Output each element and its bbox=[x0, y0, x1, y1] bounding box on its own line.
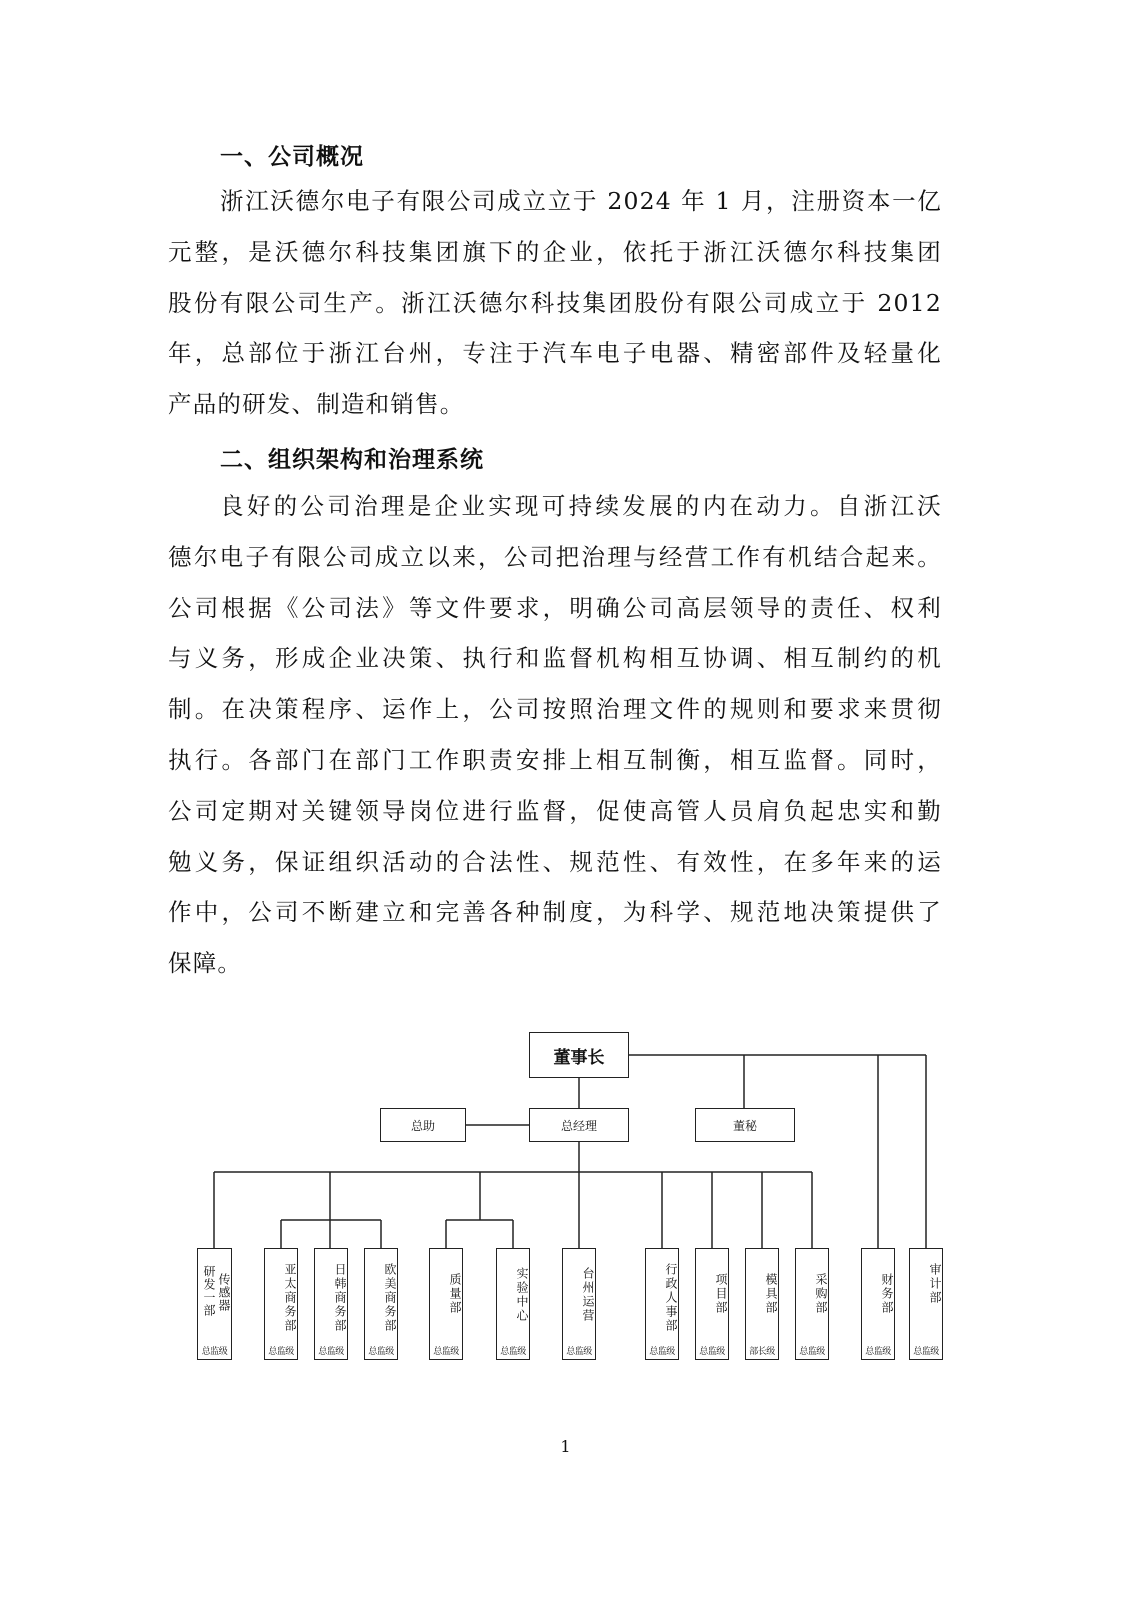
dept-name: 项目部 bbox=[714, 1273, 728, 1315]
dept-name: 采购部 bbox=[814, 1273, 828, 1315]
dept-box-purchasing bbox=[795, 1248, 829, 1360]
dept-box-finance bbox=[861, 1248, 895, 1360]
paragraph-line: 作中，公司不断建立和完善各种制度，为科学、规范地决策提供了 bbox=[168, 898, 942, 927]
paragraph-line: 股份有限公司生产。浙江沃德尔科技集团股份有限公司成立于 2012 bbox=[168, 288, 942, 317]
section-2-heading: 二、组织架构和治理系统 bbox=[220, 447, 484, 473]
paragraph-line: 产品的研发、制造和销售。 bbox=[168, 390, 465, 419]
dept-name: 日韩商务部 bbox=[333, 1263, 347, 1333]
paragraph-line: 德尔电子有限公司成立以来，公司把治理与经营工作有机结合起来。 bbox=[168, 542, 942, 571]
dept-level: 总监级 bbox=[913, 1347, 939, 1357]
dept-level: 总监级 bbox=[865, 1347, 891, 1357]
paragraph-line: 制。在决策程序、运作上，公司按照治理文件的规则和要求来贯彻 bbox=[168, 695, 942, 724]
general-manager-label: 总经理 bbox=[560, 1118, 597, 1133]
dept-box-europe-america bbox=[364, 1248, 398, 1360]
paragraph-line: 与义务，形成企业决策、执行和监督机构相互协调、相互制约的机 bbox=[168, 644, 942, 673]
general-assistant-label: 总助 bbox=[410, 1118, 435, 1133]
paragraph-line: 保障。 bbox=[168, 949, 243, 978]
dept-level: 总监级 bbox=[500, 1347, 526, 1357]
general-manager-box bbox=[529, 1108, 629, 1142]
paragraph-line: 良好的公司治理是企业实现可持续发展的内在动力。自浙江沃 bbox=[220, 492, 942, 520]
dept-box-japan-korea bbox=[314, 1248, 348, 1360]
dept-box-taizhou-ops bbox=[562, 1248, 596, 1360]
dept-name: 实验中心 bbox=[515, 1267, 529, 1323]
dept-name: 行政人事部 bbox=[664, 1263, 678, 1333]
section-1-paragraph bbox=[168, 176, 942, 430]
board-secretary-label: 董秘 bbox=[732, 1118, 757, 1133]
dept-level: 总监级 bbox=[433, 1347, 459, 1357]
dept-level: 部长级 bbox=[749, 1347, 775, 1357]
dept-level: 总监级 bbox=[699, 1347, 725, 1357]
dept-box-audit bbox=[909, 1248, 943, 1360]
dept-name: 质量部 bbox=[448, 1273, 462, 1315]
dept-box-rd1-sensor bbox=[197, 1248, 232, 1360]
dept-box-project bbox=[695, 1248, 729, 1360]
dept-name: 研发一部 bbox=[202, 1265, 216, 1317]
section-2-paragraph bbox=[168, 481, 942, 989]
dept-name: 财务部 bbox=[880, 1273, 894, 1315]
paragraph-line: 执行。各部门在部门工作职责安排上相互制衡，相互监督。同时， bbox=[168, 745, 942, 774]
paragraph-line: 浙江沃德尔电子有限公司成立立于 2024 年 1 月，注册资本一亿 bbox=[220, 187, 942, 215]
dept-name: 台州运营 bbox=[581, 1267, 595, 1323]
dept-level: 总监级 bbox=[566, 1347, 592, 1357]
dept-level: 总监级 bbox=[201, 1347, 228, 1357]
dept-level: 总监级 bbox=[268, 1347, 294, 1357]
dept-box-lab-center bbox=[496, 1248, 530, 1360]
section-1-heading: 一、公司概况 bbox=[220, 144, 364, 170]
chairman-box bbox=[529, 1032, 629, 1078]
dept-box-admin-hr bbox=[645, 1248, 679, 1360]
paragraph-line: 公司根据《公司法》等文件要求，明确公司高层领导的责任、权利 bbox=[168, 593, 942, 622]
paragraph-line: 勉义务，保证组织活动的合法性、规范性、有效性，在多年来的运 bbox=[168, 847, 942, 876]
dept-box-mold bbox=[745, 1248, 779, 1360]
dept-box-quality bbox=[429, 1248, 463, 1360]
general-assistant-box bbox=[380, 1108, 466, 1142]
dept-name-secondary: 传感器 bbox=[217, 1273, 231, 1312]
dept-box-apac bbox=[264, 1248, 298, 1360]
dept-name: 审计部 bbox=[928, 1263, 942, 1305]
paragraph-line: 年，总部位于浙江台州，专注于汽车电子电器、精密部件及轻量化 bbox=[168, 339, 942, 368]
dept-name: 模具部 bbox=[764, 1273, 778, 1315]
board-secretary-box bbox=[695, 1108, 795, 1142]
chairman-label: 董事长 bbox=[553, 1047, 605, 1068]
dept-level: 总监级 bbox=[649, 1347, 675, 1357]
dept-name: 欧美商务部 bbox=[383, 1263, 397, 1333]
paragraph-line: 公司定期对关键领导岗位进行监督，促使高管人员肩负起忠实和勤 bbox=[168, 796, 942, 825]
paragraph-line: 元整，是沃德尔科技集团旗下的企业，依托于浙江沃德尔科技集团 bbox=[168, 237, 942, 266]
dept-level: 总监级 bbox=[368, 1347, 394, 1357]
dept-level: 总监级 bbox=[318, 1347, 344, 1357]
page-number: 1 bbox=[560, 1437, 571, 1456]
dept-level: 总监级 bbox=[799, 1347, 825, 1357]
dept-name: 亚太商务部 bbox=[283, 1263, 297, 1333]
